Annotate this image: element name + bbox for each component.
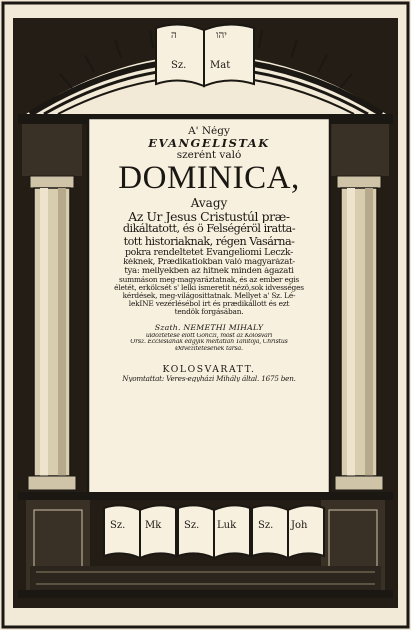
author-note-2: Orsz. Ecclesiának edgyik méltatlan Tanitója, Christus — [130, 339, 288, 346]
line-evangelistak: EVANGELISTAK — [148, 137, 270, 150]
body-line-5: kéknek, Prædikatiokban való magyarázat- — [123, 257, 295, 267]
body-line-2: dikáltatott, és ö Felségéröl iratta- — [122, 223, 296, 236]
imprint-printer: Nyomtattat: Veres-egyházi Mihály által. 1675 ben. — [122, 374, 296, 383]
author-line: Szath. NEMETHI MIHALY — [154, 324, 264, 333]
author-note-3: Ødvezitetésének társa. — [175, 346, 243, 353]
body-line-9: kérdések, meg-világosittatnak. Mellyet a' Sz. Lé- — [122, 292, 296, 301]
bottom-book-2 — [178, 505, 250, 558]
body-line-7: summáson meg-magyaráztatnak, és az ember egis — [119, 276, 299, 285]
bottom-book-3-left: Sz. — [258, 520, 274, 531]
body-line-6: tya: mellyekben az hitnek minden ágazati — [124, 267, 294, 277]
bottom-book-3 — [252, 505, 324, 558]
body-line-1: Az Ur Jesus Cristustúl præ- — [128, 210, 290, 224]
main-title-dominica: DOMINICA, — [118, 162, 300, 196]
bottom-book-3-right: Joh — [291, 520, 308, 531]
bottom-book-1 — [104, 505, 176, 558]
title-text-block — [91, 120, 327, 494]
bottom-book-2-right: Luk — [217, 520, 237, 531]
bottom-book-1-right: Mk — [145, 520, 162, 531]
imprint-city: KOLOSVARATT. — [162, 364, 256, 375]
bottom-book-1-left: Sz. — [110, 520, 126, 531]
body-line-11: tendök forgásában. — [174, 308, 244, 317]
author-note-1: üldöztetése elött Gönczi, most az Kolosvári — [145, 332, 273, 339]
body-line-4: pokra rendeltetet Evangeliomi Leczk- — [124, 247, 294, 258]
hebrew-left-glyph: ה — [171, 30, 177, 41]
body-line-3: tott historiaknak, régen Vasárna- — [123, 235, 295, 248]
line-szerent-valo: szerént való — [176, 149, 242, 161]
right-column — [335, 176, 383, 490]
left-column — [28, 176, 76, 490]
bottom-book-2-left: Sz. — [184, 520, 200, 531]
top-book-right-label: Mat — [210, 60, 231, 71]
top-book-left-label: Sz. — [171, 60, 187, 71]
line-a-negy: A' Négy — [188, 126, 230, 137]
hebrew-right-glyph: יהו — [216, 30, 227, 41]
line-avagy: Avagy — [190, 197, 228, 211]
body-line-8: életét, erkölcsét s' lelki ísmeretit nézö,sok idvességes — [114, 284, 304, 293]
body-line-10: lekINE vezérlésébol irt és prædikállott és ezt — [128, 300, 290, 309]
